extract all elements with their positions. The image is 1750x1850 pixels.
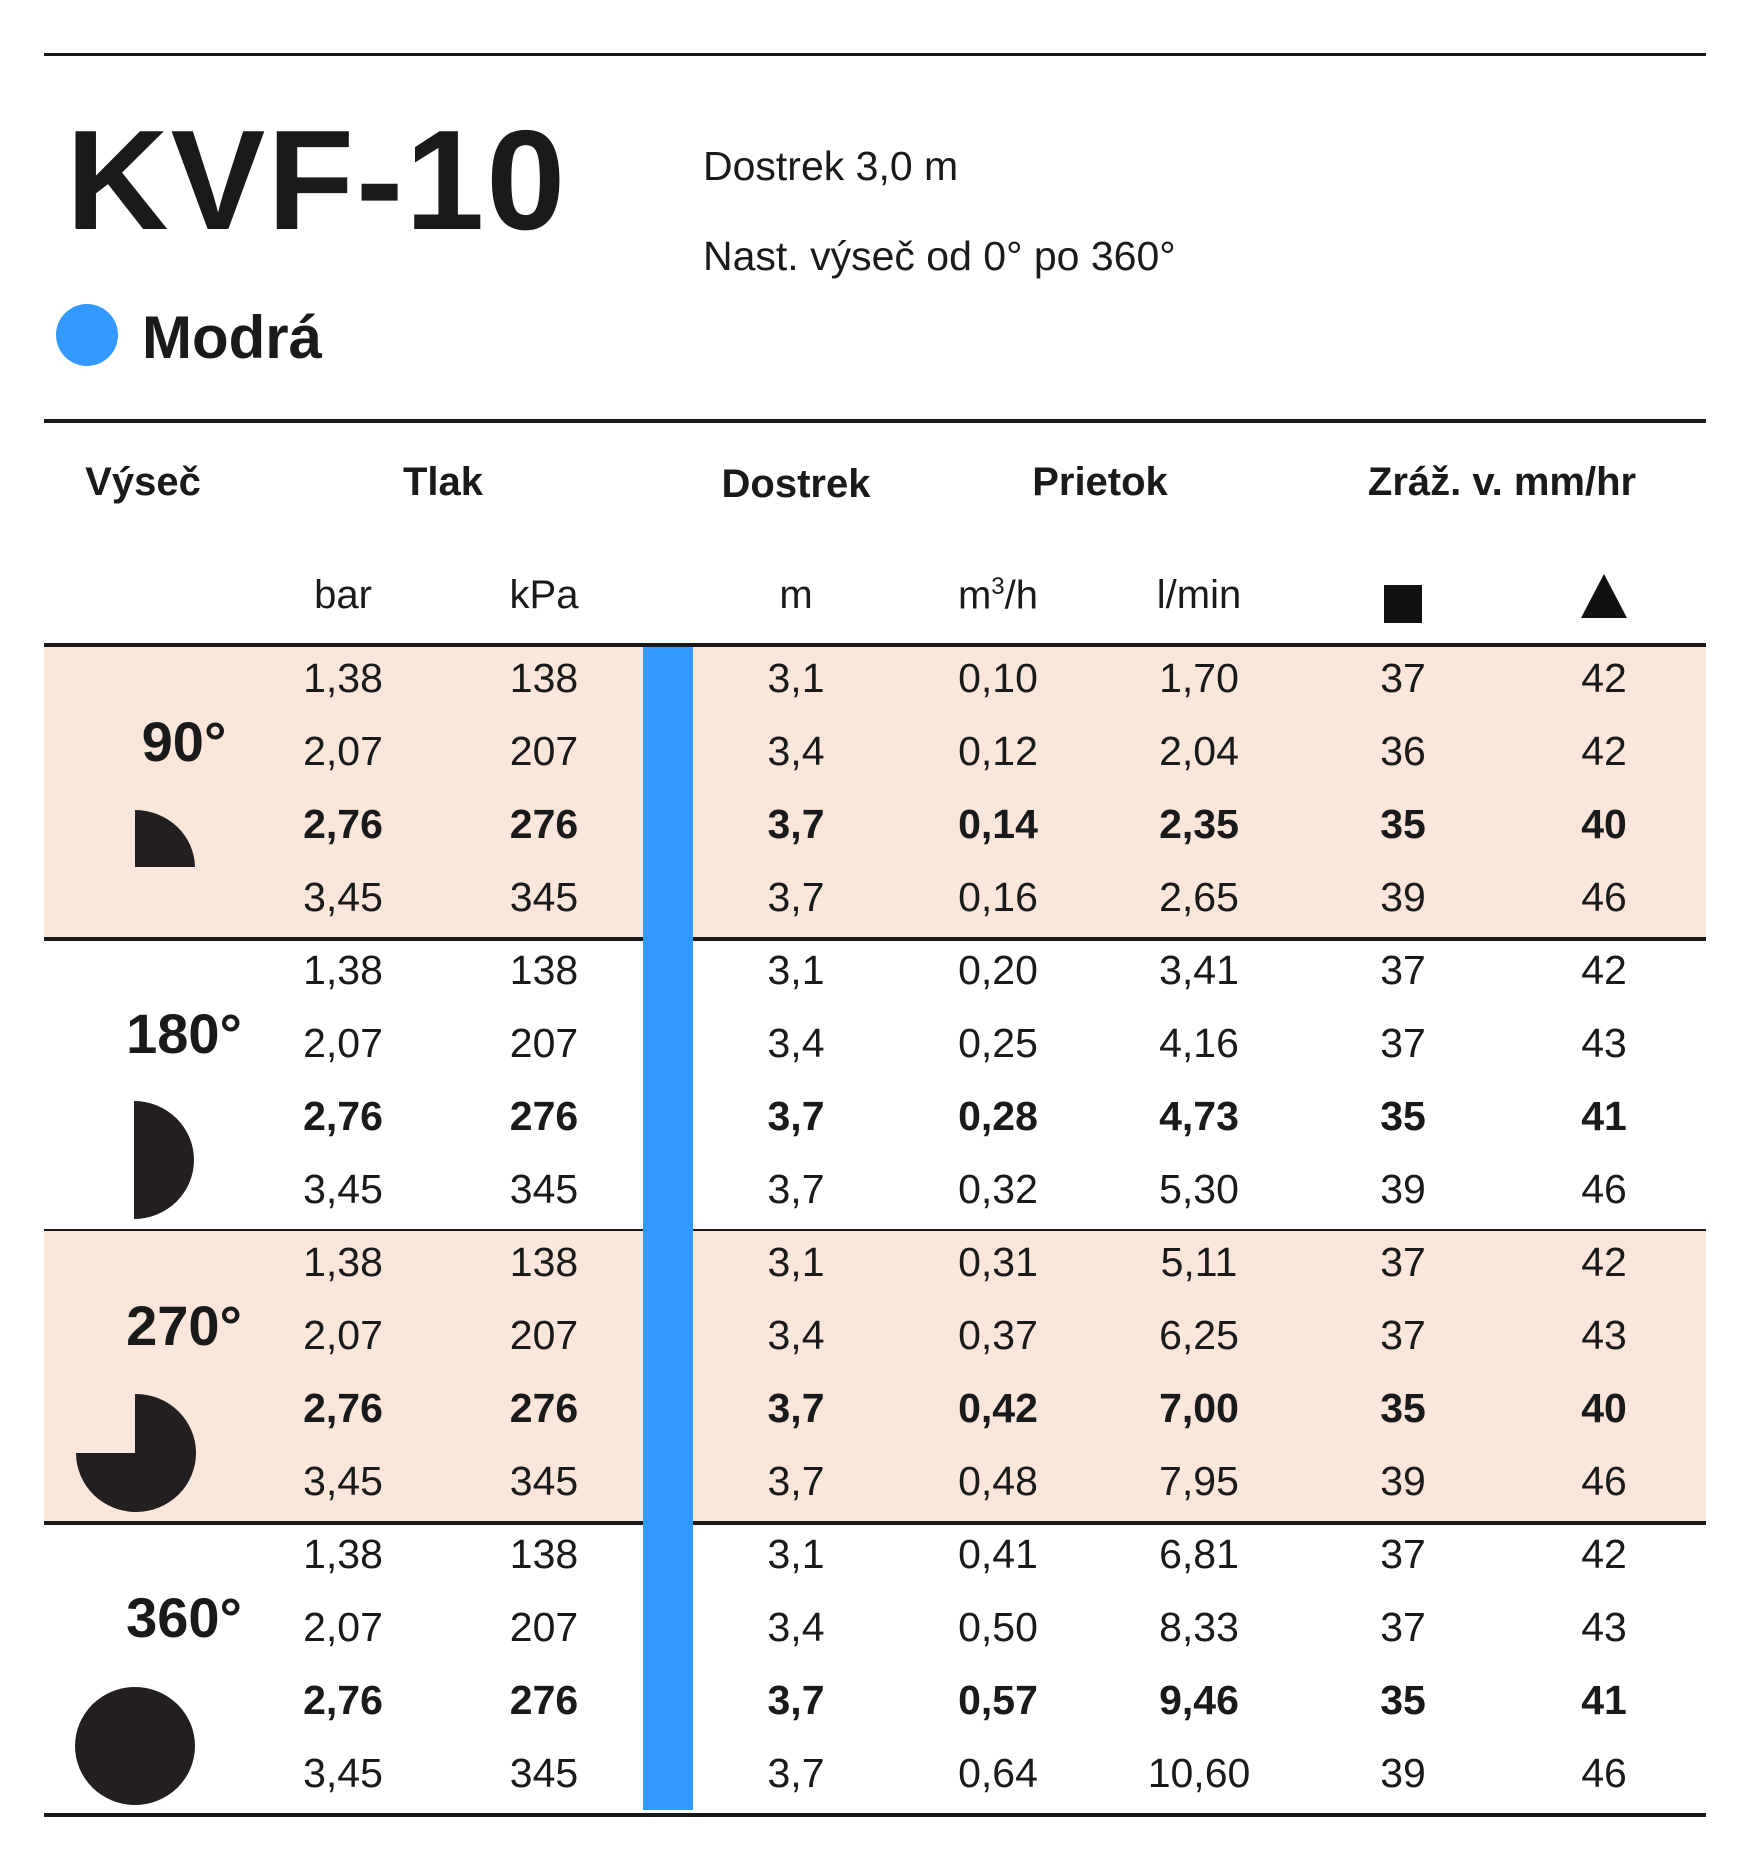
cell-zrazky-triangle: 46 <box>1581 1750 1627 1796</box>
cell-bar: 2,76 <box>303 1385 383 1431</box>
table-row <box>44 939 1706 1012</box>
cell-kpa: 138 <box>509 947 579 993</box>
triangle-icon <box>1581 574 1627 623</box>
cell-zrazky-square: 39 <box>1380 1458 1426 1504</box>
cell-prietok-lmin: 4,73 <box>1159 1093 1239 1139</box>
cell-zrazky-triangle: 46 <box>1581 874 1627 920</box>
header-tlak: Tlak <box>402 460 484 504</box>
cell-prietok-m3h: 0,48 <box>958 1458 1038 1504</box>
cell-dostrek-m: 3,7 <box>767 1385 825 1431</box>
cell-zrazky-square: 37 <box>1380 1020 1426 1066</box>
color-label: Modrá <box>142 304 322 371</box>
cell-prietok-m3h: 0,28 <box>958 1093 1038 1139</box>
cell-zrazky-square: 39 <box>1380 874 1426 920</box>
cell-dostrek-m: 3,4 <box>767 1604 825 1650</box>
unit-m3h-rest: /h <box>1004 573 1039 618</box>
header-prietok: Prietok <box>1032 460 1168 504</box>
cell-zrazky-square: 37 <box>1380 1239 1426 1285</box>
arc-subtitle: Nast. výseč od 0° po 360° <box>703 233 1176 279</box>
table-row <box>44 1523 1706 1596</box>
cell-zrazky-square: 37 <box>1380 1604 1426 1650</box>
cell-zrazky-triangle: 42 <box>1581 728 1627 774</box>
cell-prietok-m3h: 0,31 <box>958 1239 1038 1285</box>
cell-zrazky-triangle: 43 <box>1581 1020 1627 1066</box>
section-rule <box>44 419 1706 423</box>
cell-zrazky-square: 35 <box>1380 1093 1426 1139</box>
sector-label: 270° <box>126 1294 242 1357</box>
sector-block-90 <box>44 647 1706 937</box>
header-vysec: Výseč <box>85 460 201 504</box>
table-row <box>44 1012 1706 1085</box>
cell-prietok-lmin: 2,04 <box>1159 728 1239 774</box>
cell-prietok-lmin: 3,41 <box>1159 947 1239 993</box>
cell-dostrek-m: 3,7 <box>767 1750 825 1796</box>
cell-dostrek-m: 3,4 <box>767 1312 825 1358</box>
header-zrazky: Zráž. v. mm/hr <box>1367 460 1637 504</box>
cell-zrazky-square: 35 <box>1380 1677 1426 1723</box>
unit-kpa: kPa <box>509 573 579 617</box>
cell-bar: 1,38 <box>303 947 383 993</box>
cell-dostrek-m: 3,7 <box>767 1093 825 1139</box>
unit-m3h-base: m <box>957 573 992 618</box>
cell-kpa: 138 <box>509 1531 579 1577</box>
cell-zrazky-triangle: 42 <box>1581 1531 1627 1577</box>
cell-prietok-lmin: 6,81 <box>1159 1531 1239 1577</box>
table-row <box>44 1450 1706 1523</box>
cell-kpa: 207 <box>509 1312 579 1358</box>
cell-kpa: 276 <box>509 1093 579 1139</box>
cell-zrazky-square: 39 <box>1380 1166 1426 1212</box>
cell-prietok-m3h: 0,37 <box>958 1312 1038 1358</box>
header-dostrek: Dostrek <box>721 462 871 506</box>
sector-block-180 <box>44 939 1706 1229</box>
page-title: KVF-10 <box>66 101 568 260</box>
unit-m: m <box>779 573 813 617</box>
cell-prietok-m3h: 0,32 <box>958 1166 1038 1212</box>
sector-label: 90° <box>141 710 227 773</box>
unit-m3h-sup: 3 <box>991 573 1005 600</box>
cell-dostrek-m: 3,7 <box>767 874 825 920</box>
cell-prietok-lmin: 7,95 <box>1159 1458 1239 1504</box>
cell-dostrek-m: 3,7 <box>767 1677 825 1723</box>
cell-dostrek-m: 3,4 <box>767 728 825 774</box>
cell-bar: 2,07 <box>303 1020 383 1066</box>
cell-kpa: 138 <box>509 655 579 701</box>
cell-zrazky-square: 37 <box>1380 1531 1426 1577</box>
table-row <box>44 793 1706 866</box>
cell-bar: 2,76 <box>303 1677 383 1723</box>
cell-kpa: 138 <box>509 1239 579 1285</box>
cell-prietok-m3h: 0,42 <box>958 1385 1038 1431</box>
cell-prietok-m3h: 0,20 <box>958 947 1038 993</box>
cell-kpa: 207 <box>509 728 579 774</box>
cell-zrazky-square: 37 <box>1380 655 1426 701</box>
cell-prietok-lmin: 1,70 <box>1159 655 1239 701</box>
cell-zrazky-square: 37 <box>1380 1312 1426 1358</box>
cell-prietok-lmin: 5,11 <box>1160 1239 1238 1285</box>
cell-zrazky-triangle: 40 <box>1581 801 1627 847</box>
unit-m3h <box>958 573 1038 618</box>
cell-kpa: 207 <box>509 1020 579 1066</box>
cell-zrazky-triangle: 41 <box>1581 1093 1627 1139</box>
table-row <box>44 1158 1706 1231</box>
cell-zrazky-triangle: 42 <box>1581 947 1627 993</box>
cell-dostrek-m: 3,7 <box>767 1458 825 1504</box>
cell-bar: 3,45 <box>303 1166 383 1212</box>
table-row <box>44 866 1706 939</box>
table-row <box>44 1377 1706 1450</box>
cell-zrazky-triangle: 41 <box>1581 1677 1627 1723</box>
cell-prietok-lmin: 4,16 <box>1159 1020 1239 1066</box>
cell-prietok-m3h: 0,16 <box>958 874 1038 920</box>
sector-label: 180° <box>126 1002 242 1065</box>
table-row <box>44 1085 1706 1158</box>
cell-prietok-lmin: 2,65 <box>1159 874 1239 920</box>
sector-block-360 <box>44 1523 1706 1813</box>
cell-bar: 3,45 <box>303 1750 383 1796</box>
cell-prietok-m3h: 0,50 <box>958 1604 1038 1650</box>
cell-bar: 3,45 <box>303 874 383 920</box>
cell-zrazky-triangle: 46 <box>1581 1458 1627 1504</box>
cell-dostrek-m: 3,7 <box>767 801 825 847</box>
table-row <box>44 720 1706 793</box>
cell-dostrek-m: 3,4 <box>767 1020 825 1066</box>
cell-prietok-lmin: 8,33 <box>1159 1604 1239 1650</box>
table-row <box>44 1231 1706 1304</box>
cell-zrazky-square: 39 <box>1380 1750 1426 1796</box>
cell-prietok-lmin: 5,30 <box>1159 1166 1239 1212</box>
table-row <box>44 1669 1706 1742</box>
cell-dostrek-m: 3,1 <box>767 947 825 993</box>
cell-dostrek-m: 3,1 <box>767 655 825 701</box>
cell-zrazky-triangle: 42 <box>1581 1239 1627 1285</box>
cell-kpa: 276 <box>509 1385 579 1431</box>
cell-dostrek-m: 3,7 <box>767 1166 825 1212</box>
cell-kpa: 276 <box>509 801 579 847</box>
cell-zrazky-triangle: 40 <box>1581 1385 1627 1431</box>
unit-lmin: l/min <box>1156 573 1242 617</box>
range-subtitle: Dostrek 3,0 m <box>703 143 959 189</box>
square-icon <box>1384 585 1422 628</box>
cell-bar: 1,38 <box>303 1531 383 1577</box>
cell-bar: 1,38 <box>303 1239 383 1285</box>
cell-kpa: 345 <box>509 1458 579 1504</box>
cell-zrazky-square: 35 <box>1380 801 1426 847</box>
cell-prietok-lmin: 7,00 <box>1159 1385 1239 1431</box>
cell-zrazky-triangle: 43 <box>1581 1604 1627 1650</box>
cell-bar: 2,76 <box>303 801 383 847</box>
cell-zrazky-triangle: 46 <box>1581 1166 1627 1212</box>
cell-bar: 2,07 <box>303 1604 383 1650</box>
cell-zrazky-square: 37 <box>1380 947 1426 993</box>
cell-zrazky-square: 36 <box>1380 728 1426 774</box>
cell-prietok-m3h: 0,57 <box>958 1677 1038 1723</box>
cell-kpa: 345 <box>509 1750 579 1796</box>
cell-bar: 1,38 <box>303 655 383 701</box>
cell-bar: 2,76 <box>303 1093 383 1139</box>
cell-prietok-m3h: 0,64 <box>958 1750 1038 1796</box>
cell-zrazky-triangle: 43 <box>1581 1312 1627 1358</box>
nozzle-color-bar <box>643 647 693 1810</box>
cell-dostrek-m: 3,1 <box>767 1531 825 1577</box>
cell-kpa: 207 <box>509 1604 579 1650</box>
cell-prietok-lmin: 9,46 <box>1159 1677 1239 1723</box>
cell-zrazky-square: 35 <box>1380 1385 1426 1431</box>
color-dot-icon <box>56 304 118 366</box>
cell-kpa: 345 <box>509 1166 579 1212</box>
cell-bar: 2,07 <box>303 1312 383 1358</box>
cell-prietok-m3h: 0,41 <box>958 1531 1038 1577</box>
cell-zrazky-triangle: 42 <box>1581 655 1627 701</box>
cell-prietok-m3h: 0,12 <box>958 728 1038 774</box>
table-row <box>44 1742 1706 1815</box>
cell-prietok-m3h: 0,14 <box>958 801 1038 847</box>
cell-bar: 2,07 <box>303 728 383 774</box>
cell-prietok-lmin: 6,25 <box>1159 1312 1239 1358</box>
table-row <box>44 647 1706 720</box>
unit-bar: bar <box>314 573 372 617</box>
sector-block-270 <box>44 1231 1706 1521</box>
table-row <box>44 1596 1706 1669</box>
table-row <box>44 1304 1706 1377</box>
cell-dostrek-m: 3,1 <box>767 1239 825 1285</box>
cell-prietok-m3h: 0,25 <box>958 1020 1038 1066</box>
cell-bar: 3,45 <box>303 1458 383 1504</box>
cell-prietok-lmin: 10,60 <box>1147 1750 1251 1796</box>
cell-prietok-lmin: 2,35 <box>1159 801 1239 847</box>
cell-kpa: 276 <box>509 1677 579 1723</box>
top-rule <box>44 53 1706 56</box>
sector-label: 360° <box>126 1586 242 1649</box>
cell-kpa: 345 <box>509 874 579 920</box>
cell-prietok-m3h: 0,10 <box>958 655 1038 701</box>
